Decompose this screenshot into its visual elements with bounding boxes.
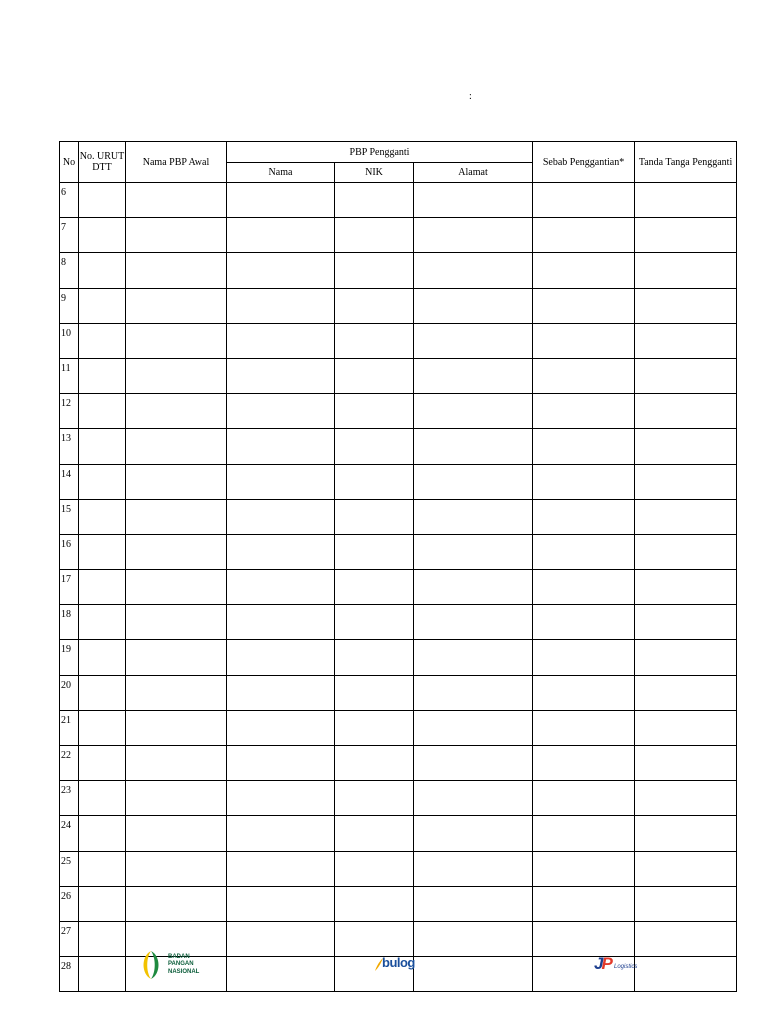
row-number: 6 [60, 183, 79, 218]
row-number: 28 [60, 957, 79, 992]
alamat-cell[interactable] [414, 570, 533, 605]
alamat-cell[interactable] [414, 781, 533, 816]
sebab-cell[interactable] [533, 323, 635, 358]
nama-awal-cell[interactable] [126, 429, 227, 464]
nama-awal-cell[interactable] [126, 605, 227, 640]
table-body [60, 183, 737, 992]
row-number: 19 [60, 640, 79, 675]
nik-cell[interactable] [335, 394, 414, 429]
tanda-tangan-cell[interactable] [635, 851, 737, 886]
alamat-cell[interactable] [414, 183, 533, 218]
sebab-cell[interactable] [533, 851, 635, 886]
nik-cell[interactable] [335, 746, 414, 781]
alamat-cell[interactable] [414, 323, 533, 358]
row-number: 11 [60, 358, 79, 393]
row-number: 15 [60, 499, 79, 534]
alamat-cell[interactable] [414, 288, 533, 323]
sebab-cell[interactable] [533, 816, 635, 851]
no-urut-cell[interactable] [79, 534, 126, 569]
grain-leaf-right [151, 951, 159, 979]
nama-cell[interactable] [227, 218, 335, 253]
tanda-tangan-cell[interactable] [635, 640, 737, 675]
row-number: 18 [60, 605, 79, 640]
alamat-cell[interactable] [414, 429, 533, 464]
sebab-cell[interactable] [533, 358, 635, 393]
nama-cell[interactable] [227, 640, 335, 675]
tanda-tangan-cell[interactable] [635, 499, 737, 534]
tanda-tangan-cell[interactable] [635, 781, 737, 816]
nik-cell[interactable] [335, 570, 414, 605]
nik-cell[interactable] [335, 358, 414, 393]
alamat-cell[interactable] [414, 746, 533, 781]
jp-mark-p: P [601, 954, 611, 973]
row-number: 17 [60, 570, 79, 605]
nik-cell[interactable] [335, 183, 414, 218]
replacement-table [59, 141, 737, 992]
table-row [60, 253, 737, 288]
nama-cell[interactable] [227, 464, 335, 499]
alamat-cell[interactable] [414, 605, 533, 640]
tanda-tangan-cell[interactable] [635, 358, 737, 393]
table-row [60, 746, 737, 781]
sebab-cell[interactable] [533, 288, 635, 323]
sebab-cell[interactable] [533, 746, 635, 781]
table-row [60, 288, 737, 323]
nama-awal-cell[interactable] [126, 781, 227, 816]
bulog-logo [374, 954, 424, 974]
tanda-tangan-cell[interactable] [635, 675, 737, 710]
header-no: No [60, 142, 79, 183]
nik-cell[interactable] [335, 640, 414, 675]
bulog-wordmark: bulog [382, 955, 415, 970]
alamat-cell[interactable] [414, 851, 533, 886]
tanda-tangan-cell[interactable] [635, 253, 737, 288]
sebab-cell[interactable] [533, 886, 635, 921]
nama-cell[interactable] [227, 358, 335, 393]
sebab-cell[interactable] [533, 640, 635, 675]
nama-cell[interactable] [227, 183, 335, 218]
nik-cell[interactable] [335, 675, 414, 710]
tanda-tangan-cell[interactable] [635, 570, 737, 605]
nama-cell[interactable] [227, 886, 335, 921]
no-urut-cell[interactable] [79, 886, 126, 921]
sebab-cell[interactable] [533, 534, 635, 569]
footer-logos [0, 946, 768, 986]
header-separator: : [469, 91, 472, 102]
table-row [60, 570, 737, 605]
nama-cell[interactable] [227, 499, 335, 534]
nik-cell[interactable] [335, 253, 414, 288]
row-number: 13 [60, 429, 79, 464]
table-row [60, 499, 737, 534]
nama-cell[interactable] [227, 851, 335, 886]
nik-cell[interactable] [335, 886, 414, 921]
table-row [60, 429, 737, 464]
nik-cell[interactable] [335, 218, 414, 253]
sebab-cell[interactable] [533, 570, 635, 605]
nik-cell[interactable] [335, 816, 414, 851]
header-no-urut: No. URUT DTT [79, 142, 126, 183]
no-urut-cell[interactable] [79, 429, 126, 464]
no-urut-cell[interactable] [79, 675, 126, 710]
sebab-cell[interactable] [533, 499, 635, 534]
no-urut-cell[interactable] [79, 253, 126, 288]
jp-mark-j: J [594, 954, 602, 973]
nama-awal-cell[interactable] [126, 394, 227, 429]
table-row [60, 640, 737, 675]
nama-awal-cell[interactable] [126, 640, 227, 675]
table-row [60, 464, 737, 499]
nik-cell[interactable] [335, 851, 414, 886]
tanda-tangan-cell[interactable] [635, 464, 737, 499]
nama-awal-cell[interactable] [126, 746, 227, 781]
nama-awal-cell[interactable] [126, 710, 227, 745]
jp-subtitle: Logistics [614, 964, 638, 970]
alamat-cell[interactable] [414, 640, 533, 675]
row-number: 20 [60, 675, 79, 710]
tanda-tangan-cell[interactable] [635, 218, 737, 253]
nama-awal-cell[interactable] [126, 675, 227, 710]
table-row [60, 886, 737, 921]
nama-awal-cell[interactable] [126, 851, 227, 886]
nama-awal-cell[interactable] [126, 288, 227, 323]
header-nik: NIK [335, 163, 414, 183]
nama-awal-cell[interactable] [126, 816, 227, 851]
table-row [60, 358, 737, 393]
sebab-cell[interactable] [533, 464, 635, 499]
table-row [60, 183, 737, 218]
tanda-tangan-cell[interactable] [635, 886, 737, 921]
header-pbp-pengganti: PBP Pengganti [227, 142, 533, 163]
sebab-cell[interactable] [533, 429, 635, 464]
no-urut-cell[interactable] [79, 816, 126, 851]
alamat-cell[interactable] [414, 534, 533, 569]
tanda-tangan-cell[interactable] [635, 288, 737, 323]
table-row [60, 323, 737, 358]
sebab-cell[interactable] [533, 183, 635, 218]
nama-cell[interactable] [227, 534, 335, 569]
table-row [60, 710, 737, 745]
alamat-cell[interactable] [414, 358, 533, 393]
no-urut-cell[interactable] [79, 640, 126, 675]
no-urut-cell[interactable] [79, 710, 126, 745]
tanda-tangan-cell[interactable] [635, 710, 737, 745]
sebab-cell[interactable] [533, 394, 635, 429]
no-urut-cell[interactable] [79, 288, 126, 323]
bpn-line-2: PANGAN [168, 961, 194, 968]
no-urut-cell[interactable] [79, 570, 126, 605]
nama-cell[interactable] [227, 816, 335, 851]
row-number: 14 [60, 464, 79, 499]
header-tanda-tangan: Tanda Tanga Pengganti [635, 142, 737, 183]
nama-awal-cell[interactable] [126, 183, 227, 218]
nama-cell[interactable] [227, 605, 335, 640]
no-urut-cell[interactable] [79, 394, 126, 429]
nama-cell[interactable] [227, 253, 335, 288]
nama-awal-cell[interactable] [126, 464, 227, 499]
alamat-cell[interactable] [414, 499, 533, 534]
nama-cell[interactable] [227, 746, 335, 781]
nama-cell[interactable] [227, 710, 335, 745]
row-number: 21 [60, 710, 79, 745]
alamat-cell[interactable] [414, 218, 533, 253]
alamat-cell[interactable] [414, 886, 533, 921]
no-urut-cell[interactable] [79, 323, 126, 358]
nik-cell[interactable] [335, 499, 414, 534]
no-urut-cell[interactable] [79, 746, 126, 781]
nama-cell[interactable] [227, 781, 335, 816]
no-urut-cell[interactable] [79, 605, 126, 640]
nama-awal-cell[interactable] [126, 358, 227, 393]
alamat-cell[interactable] [414, 394, 533, 429]
tanda-tangan-cell[interactable] [635, 816, 737, 851]
row-number: 12 [60, 394, 79, 429]
bpn-line-1: BADAN [168, 954, 190, 960]
table-row [60, 605, 737, 640]
table-row [60, 394, 737, 429]
nama-cell[interactable] [227, 429, 335, 464]
row-number: 27 [60, 921, 79, 956]
header-nama: Nama [227, 163, 335, 183]
table-row [60, 675, 737, 710]
no-urut-cell[interactable] [79, 781, 126, 816]
no-urut-cell[interactable] [79, 358, 126, 393]
alamat-cell[interactable] [414, 710, 533, 745]
header-sebab: Sebab Penggantian* [533, 142, 635, 183]
bpn-line-3: NASIONAL [168, 968, 200, 975]
bpn-wordmark [168, 954, 199, 976]
badan-pangan-nasional-logo [138, 950, 208, 980]
no-urut-cell[interactable] [79, 464, 126, 499]
row-number: 10 [60, 323, 79, 358]
nama-awal-cell[interactable] [126, 323, 227, 358]
nama-awal-cell[interactable] [126, 499, 227, 534]
header-alamat: Alamat [414, 163, 533, 183]
tanda-tangan-cell[interactable] [635, 394, 737, 429]
table-row [60, 816, 737, 851]
nama-cell[interactable] [227, 288, 335, 323]
grain-icon [138, 950, 164, 980]
nama-cell[interactable] [227, 675, 335, 710]
nik-cell[interactable] [335, 323, 414, 358]
row-number: 16 [60, 534, 79, 569]
no-urut-cell[interactable] [79, 499, 126, 534]
table-row [60, 851, 737, 886]
row-number: 25 [60, 851, 79, 886]
sebab-cell[interactable] [533, 710, 635, 745]
nama-awal-cell[interactable] [126, 886, 227, 921]
header-nama-awal: Nama PBP Awal [126, 142, 227, 183]
nik-cell[interactable] [335, 429, 414, 464]
sebab-cell[interactable] [533, 781, 635, 816]
row-number: 26 [60, 886, 79, 921]
table-row [60, 534, 737, 569]
tanda-tangan-cell[interactable] [635, 183, 737, 218]
row-number: 7 [60, 218, 79, 253]
table-row [60, 218, 737, 253]
jp-logistics-logo [594, 954, 654, 978]
tanda-tangan-cell[interactable] [635, 323, 737, 358]
nik-cell[interactable] [335, 781, 414, 816]
row-number: 22 [60, 746, 79, 781]
nama-cell[interactable] [227, 570, 335, 605]
nik-cell[interactable] [335, 534, 414, 569]
alamat-cell[interactable] [414, 464, 533, 499]
nama-awal-cell[interactable] [126, 570, 227, 605]
sebab-cell[interactable] [533, 605, 635, 640]
nama-cell[interactable] [227, 394, 335, 429]
tanda-tangan-cell[interactable] [635, 429, 737, 464]
sebab-cell[interactable] [533, 253, 635, 288]
sebab-cell[interactable] [533, 218, 635, 253]
no-urut-cell[interactable] [79, 851, 126, 886]
row-number: 23 [60, 781, 79, 816]
table-row [60, 781, 737, 816]
alamat-cell[interactable] [414, 816, 533, 851]
tanda-tangan-cell[interactable] [635, 746, 737, 781]
tanda-tangan-cell[interactable] [635, 605, 737, 640]
row-number: 8 [60, 253, 79, 288]
nik-cell[interactable] [335, 288, 414, 323]
alamat-cell[interactable] [414, 675, 533, 710]
alamat-cell[interactable] [414, 253, 533, 288]
nik-cell[interactable] [335, 464, 414, 499]
no-urut-cell[interactable] [79, 218, 126, 253]
sebab-cell[interactable] [533, 675, 635, 710]
nik-cell[interactable] [335, 710, 414, 745]
row-number: 9 [60, 288, 79, 323]
nama-cell[interactable] [227, 323, 335, 358]
no-urut-cell[interactable] [79, 183, 126, 218]
nik-cell[interactable] [335, 605, 414, 640]
grain-leaf-left [144, 951, 152, 979]
jp-mark [594, 954, 611, 974]
nama-awal-cell[interactable] [126, 534, 227, 569]
nama-awal-cell[interactable] [126, 253, 227, 288]
tanda-tangan-cell[interactable] [635, 534, 737, 569]
row-number: 24 [60, 816, 79, 851]
nama-awal-cell[interactable] [126, 218, 227, 253]
